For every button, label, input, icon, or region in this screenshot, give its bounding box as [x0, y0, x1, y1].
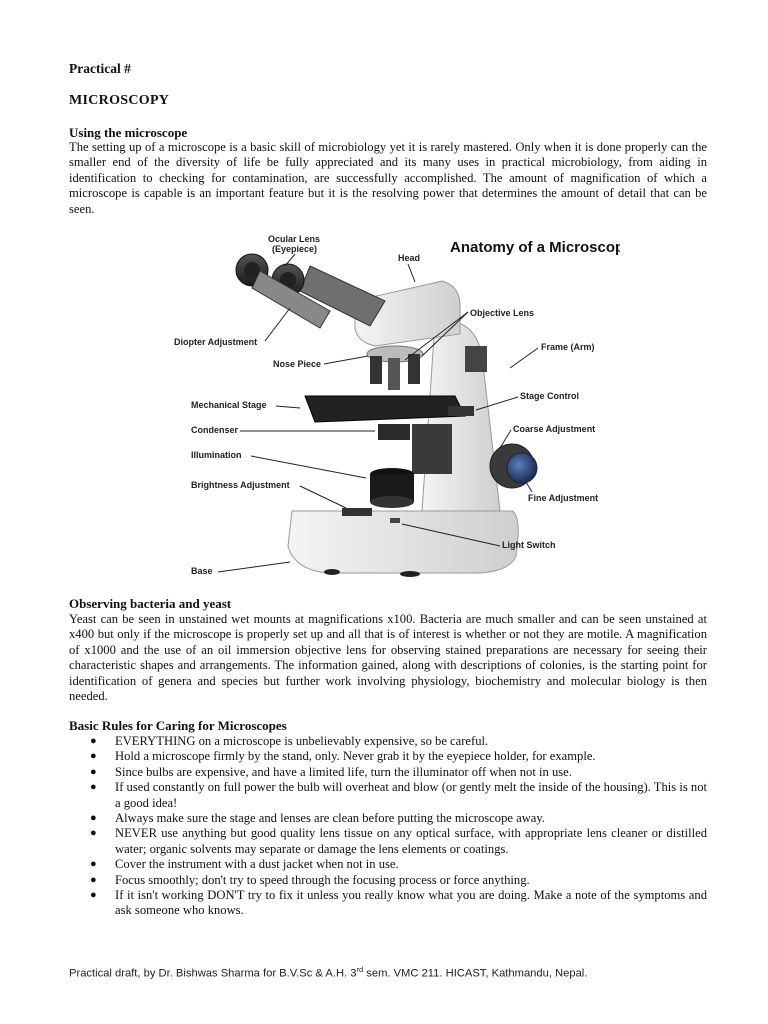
rule-text: Cover the instrument with a dust jacket when not in use. [115, 857, 399, 872]
objective-lens-1 [370, 356, 382, 384]
section-heading-observing: Observing bacteria and yeast [69, 596, 232, 611]
label-condenser: Condenser [191, 425, 239, 435]
arm-badge [465, 346, 487, 372]
objective-lens-3 [408, 354, 420, 384]
bullet-icon: ● [90, 827, 97, 840]
label-ocular-lens: Ocular Lens [268, 234, 321, 244]
bullet-icon: ● [90, 735, 97, 747]
figure-title: Anatomy of a Microscope [450, 239, 620, 256]
leader-line [265, 308, 290, 341]
leader-line [510, 348, 538, 368]
bullet-icon: ● [90, 889, 97, 902]
rule-text: Always make sure the stage and lenses are clean before putting the microscope away. [115, 811, 546, 826]
section-body-observing: Yeast can be seen in unstained wet mounts at magnifications x100. Bacteria are much smaller and can be seen unstained at x400 but only if the microscope is properly set up and all that is of interest is whether or not they are motile. A magnification of x1000 and the use of an oil immersion objective lens for observing stained preparations are necessary for seeing their characteristic shapes and arrangements. The information gained, along with descriptions of colonies, is the starting point for identification of genera and species but further work involving physiology, biochemistry and molecular biology is then needed. [69, 612, 707, 704]
label-eyepiece: (Eyepiece) [272, 244, 318, 254]
practical-number: Practical # [69, 61, 131, 76]
microscope-anatomy-figure [160, 226, 620, 584]
footer-superscript: rd [356, 965, 364, 974]
label-illumination: Illumination [191, 450, 242, 460]
list-item [69, 888, 707, 919]
bullet-icon: ● [90, 750, 97, 763]
illumination-bottom [370, 496, 414, 508]
leader-line [408, 264, 415, 282]
objective-lens-2 [388, 358, 400, 390]
light-switch-shape [390, 518, 400, 523]
list-item [69, 826, 707, 857]
section-heading-caring: Basic Rules for Caring for Microscopes [69, 718, 287, 733]
page-title: MICROSCOPY [69, 93, 170, 108]
care-rules-list [69, 734, 707, 919]
foot-shape [324, 569, 340, 575]
list-item [69, 749, 707, 764]
microscope-illustration [160, 226, 620, 584]
bullet-icon: ● [90, 858, 97, 871]
focus-block [412, 424, 452, 474]
list-item [69, 765, 707, 780]
rule-text: EVERYTHING on a microscope is unbelievably expensive, so be careful. [115, 734, 489, 748]
bullet-icon: ● [90, 873, 97, 886]
label-nose-piece: Nose Piece [273, 359, 322, 369]
label-stage-control: Stage Control [520, 391, 580, 401]
leader-line [218, 562, 290, 572]
page-footer [69, 965, 587, 980]
section-body-using-microscope: The setting up of a microscope is a basic skill of microbiology yet it is rarely mastered. Only when it is done properly can the smaller end of the diversity of life be fully appreciated and its many uses in practical microbiology, from aiding in identification to checking for contamination, are successfully accomplished. The amount of magnification of which a microscope is capable is an important feature but it is the resolving power that determines the amount of detail that can be seen. [69, 140, 707, 216]
list-item [69, 811, 707, 826]
stage-control [448, 406, 474, 416]
footer-text: Practical draft, by Dr. Bishwas Sharma for B.V.Sc & A.H. 3 [69, 967, 357, 980]
list-item [69, 780, 707, 811]
bullet-icon: ● [90, 765, 97, 778]
label-mechanical-stage: Mechanical Stage [191, 400, 267, 410]
section-heading-using-microscope: Using the microscope [69, 125, 188, 140]
label-brightness-adjustment: Brightness Adjustment [191, 480, 290, 490]
rule-text: Focus smoothly; don't try to speed through the focusing process or force anything. [115, 872, 530, 887]
label-coarse-adjustment: Coarse Adjustment [513, 424, 596, 434]
list-item [69, 873, 707, 888]
list-item [69, 857, 707, 872]
rule-text: If it isn't working DON'T try to fix it unless you really know what you are doing. Make a note of the symptoms and ask someone who knows. [115, 888, 707, 918]
label-frame-arm: Frame (Arm) [541, 342, 595, 352]
bullet-icon: ● [90, 781, 97, 794]
label-light-switch: Light Switch [502, 540, 556, 550]
label-base: Base [191, 566, 213, 576]
rule-text: If used constantly on full power the bulb will overheat and blow (or gently melt the inside of the housing). This is not a good idea! [115, 780, 707, 810]
rule-text: Since bulbs are expensive, and have a limited life, turn the illuminator off when not in use. [115, 764, 572, 779]
leader-line [324, 356, 368, 364]
leader-line [276, 406, 300, 408]
label-head: Head [398, 253, 421, 263]
brightness-dial [342, 508, 372, 516]
bullet-icon: ● [90, 812, 97, 825]
foot-shape [400, 571, 420, 577]
label-objective-lens: Objective Lens [470, 308, 535, 318]
list-item [69, 734, 707, 749]
condenser [378, 424, 410, 440]
rule-text: NEVER use anything but good quality lens tissue on any optical surface, with appropriate lens cleaner or distilled water; organic solvents may separate or damage the lens elements or coatings. [115, 826, 707, 856]
leader-line [251, 456, 366, 478]
rule-text: Hold a microscope firmly by the stand, only. Never grab it by the eyepiece holder, for example. [115, 749, 596, 764]
footer-text-end: sem. VMC 211. HICAST, Kathmandu, Nepal. [363, 967, 588, 980]
fine-adjustment-knob [507, 453, 537, 483]
label-diopter-adjustment: Diopter Adjustment [174, 337, 258, 347]
leader-line [526, 482, 532, 492]
leader-line [300, 486, 346, 508]
label-fine-adjustment: Fine Adjustment [528, 493, 599, 503]
